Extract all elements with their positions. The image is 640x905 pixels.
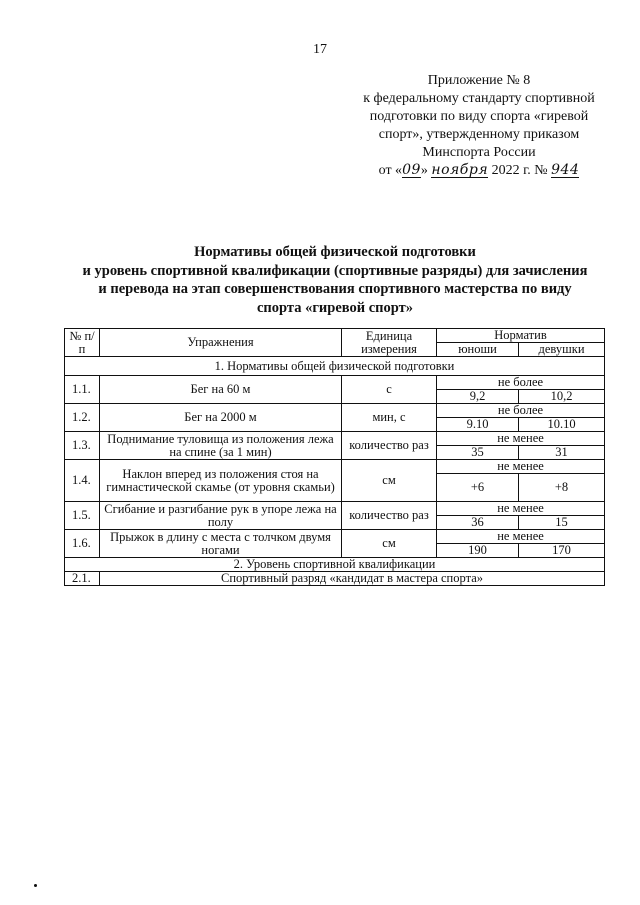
header-exercise: Упражнения bbox=[100, 329, 342, 357]
girls-value: 15 bbox=[519, 516, 605, 530]
appendix-block bbox=[345, 72, 613, 180]
row-number: 1.3. bbox=[65, 432, 100, 460]
appendix-line: спорт», утвержденному приказом bbox=[378, 127, 580, 142]
unit: мин, с bbox=[342, 404, 437, 432]
unit: см bbox=[342, 530, 437, 558]
norm-condition: не более bbox=[437, 404, 605, 418]
appendix-line: к федеральному стандарту спортивной bbox=[363, 91, 595, 106]
appendix-line: подготовки по виду спорта «гиревой bbox=[369, 109, 589, 124]
order-date-line bbox=[345, 162, 613, 180]
date-prefix: от « bbox=[378, 163, 403, 178]
row-number: 1.1. bbox=[65, 376, 100, 404]
row-number: 1.5. bbox=[65, 502, 100, 530]
appendix-title: Приложение № 8 bbox=[427, 73, 531, 88]
order-number: 944 bbox=[551, 162, 580, 178]
date-month: ноября bbox=[431, 162, 489, 178]
page-number: 17 bbox=[313, 42, 327, 57]
title-line: и перевода на этап совершенствования спортивного мастерства по виду bbox=[98, 281, 572, 297]
exercise-name: Сгибание и разгибание рук в упоре лежа на полу bbox=[100, 502, 342, 530]
date-mid: » bbox=[420, 163, 428, 178]
girls-value: 170 bbox=[519, 544, 605, 558]
norm-condition: не менее bbox=[437, 432, 605, 446]
unit: с bbox=[342, 376, 437, 404]
scan-dot bbox=[34, 884, 37, 887]
row-number: 1.4. bbox=[65, 460, 100, 502]
row-number: 1.2. bbox=[65, 404, 100, 432]
girls-value: 31 bbox=[519, 446, 605, 460]
row-number: 1.6. bbox=[65, 530, 100, 558]
header-girls: девушки bbox=[519, 343, 605, 357]
date-year: 2022 г. № bbox=[491, 163, 548, 178]
header-unit: Единица измерения bbox=[342, 329, 437, 357]
header-num: № п/п bbox=[65, 329, 100, 357]
boys-value: 190 bbox=[437, 544, 519, 558]
exercise-name: Наклон вперед из положения стоя на гимнастической скамье (от уровня скамьи) bbox=[100, 460, 342, 502]
appendix-line: Минспорта России bbox=[422, 145, 536, 160]
norm-condition: не менее bbox=[437, 502, 605, 516]
section-header: 1. Нормативы общей физической подготовки bbox=[65, 357, 605, 376]
boys-value: 36 bbox=[437, 516, 519, 530]
norms-table bbox=[64, 328, 605, 586]
boys-value: 9.10 bbox=[437, 418, 519, 432]
date-day: 09 bbox=[402, 162, 421, 178]
exercise-name: Бег на 60 м bbox=[100, 376, 342, 404]
title-line: и уровень спортивной квалификации (спортивные разряды) для зачисления bbox=[82, 262, 588, 279]
unit: количество раз bbox=[342, 502, 437, 530]
boys-value: 9,2 bbox=[437, 390, 519, 404]
row-number: 2.1. bbox=[65, 572, 100, 586]
exercise-name: Бег на 2000 м bbox=[100, 404, 342, 432]
norm-condition: не менее bbox=[437, 530, 605, 544]
boys-value: +6 bbox=[437, 474, 519, 502]
boys-value: 35 bbox=[437, 446, 519, 460]
norm-condition: не менее bbox=[437, 460, 605, 474]
exercise-name: Поднимание туловища из положения лежа на спине (за 1 мин) bbox=[100, 432, 342, 460]
girls-value: +8 bbox=[519, 474, 605, 502]
document-title bbox=[60, 243, 610, 317]
title-line: спорта «гиревой спорт» bbox=[256, 299, 414, 316]
title-line: Нормативы общей физической подготовки bbox=[194, 244, 476, 260]
header-boys: юноши bbox=[437, 343, 519, 357]
girls-value: 10,2 bbox=[519, 390, 605, 404]
girls-value: 10.10 bbox=[519, 418, 605, 432]
unit: см bbox=[342, 460, 437, 502]
section-header: 2. Уровень спортивной квалификации bbox=[65, 558, 605, 572]
exercise-name: Прыжок в длину с места с толчком двумя ногами bbox=[100, 530, 342, 558]
header-norm: Норматив bbox=[437, 329, 605, 343]
qualification-text: Спортивный разряд «кандидат в мастера спорта» bbox=[100, 572, 605, 586]
unit: количество раз bbox=[342, 432, 437, 460]
norm-condition: не более bbox=[437, 376, 605, 390]
